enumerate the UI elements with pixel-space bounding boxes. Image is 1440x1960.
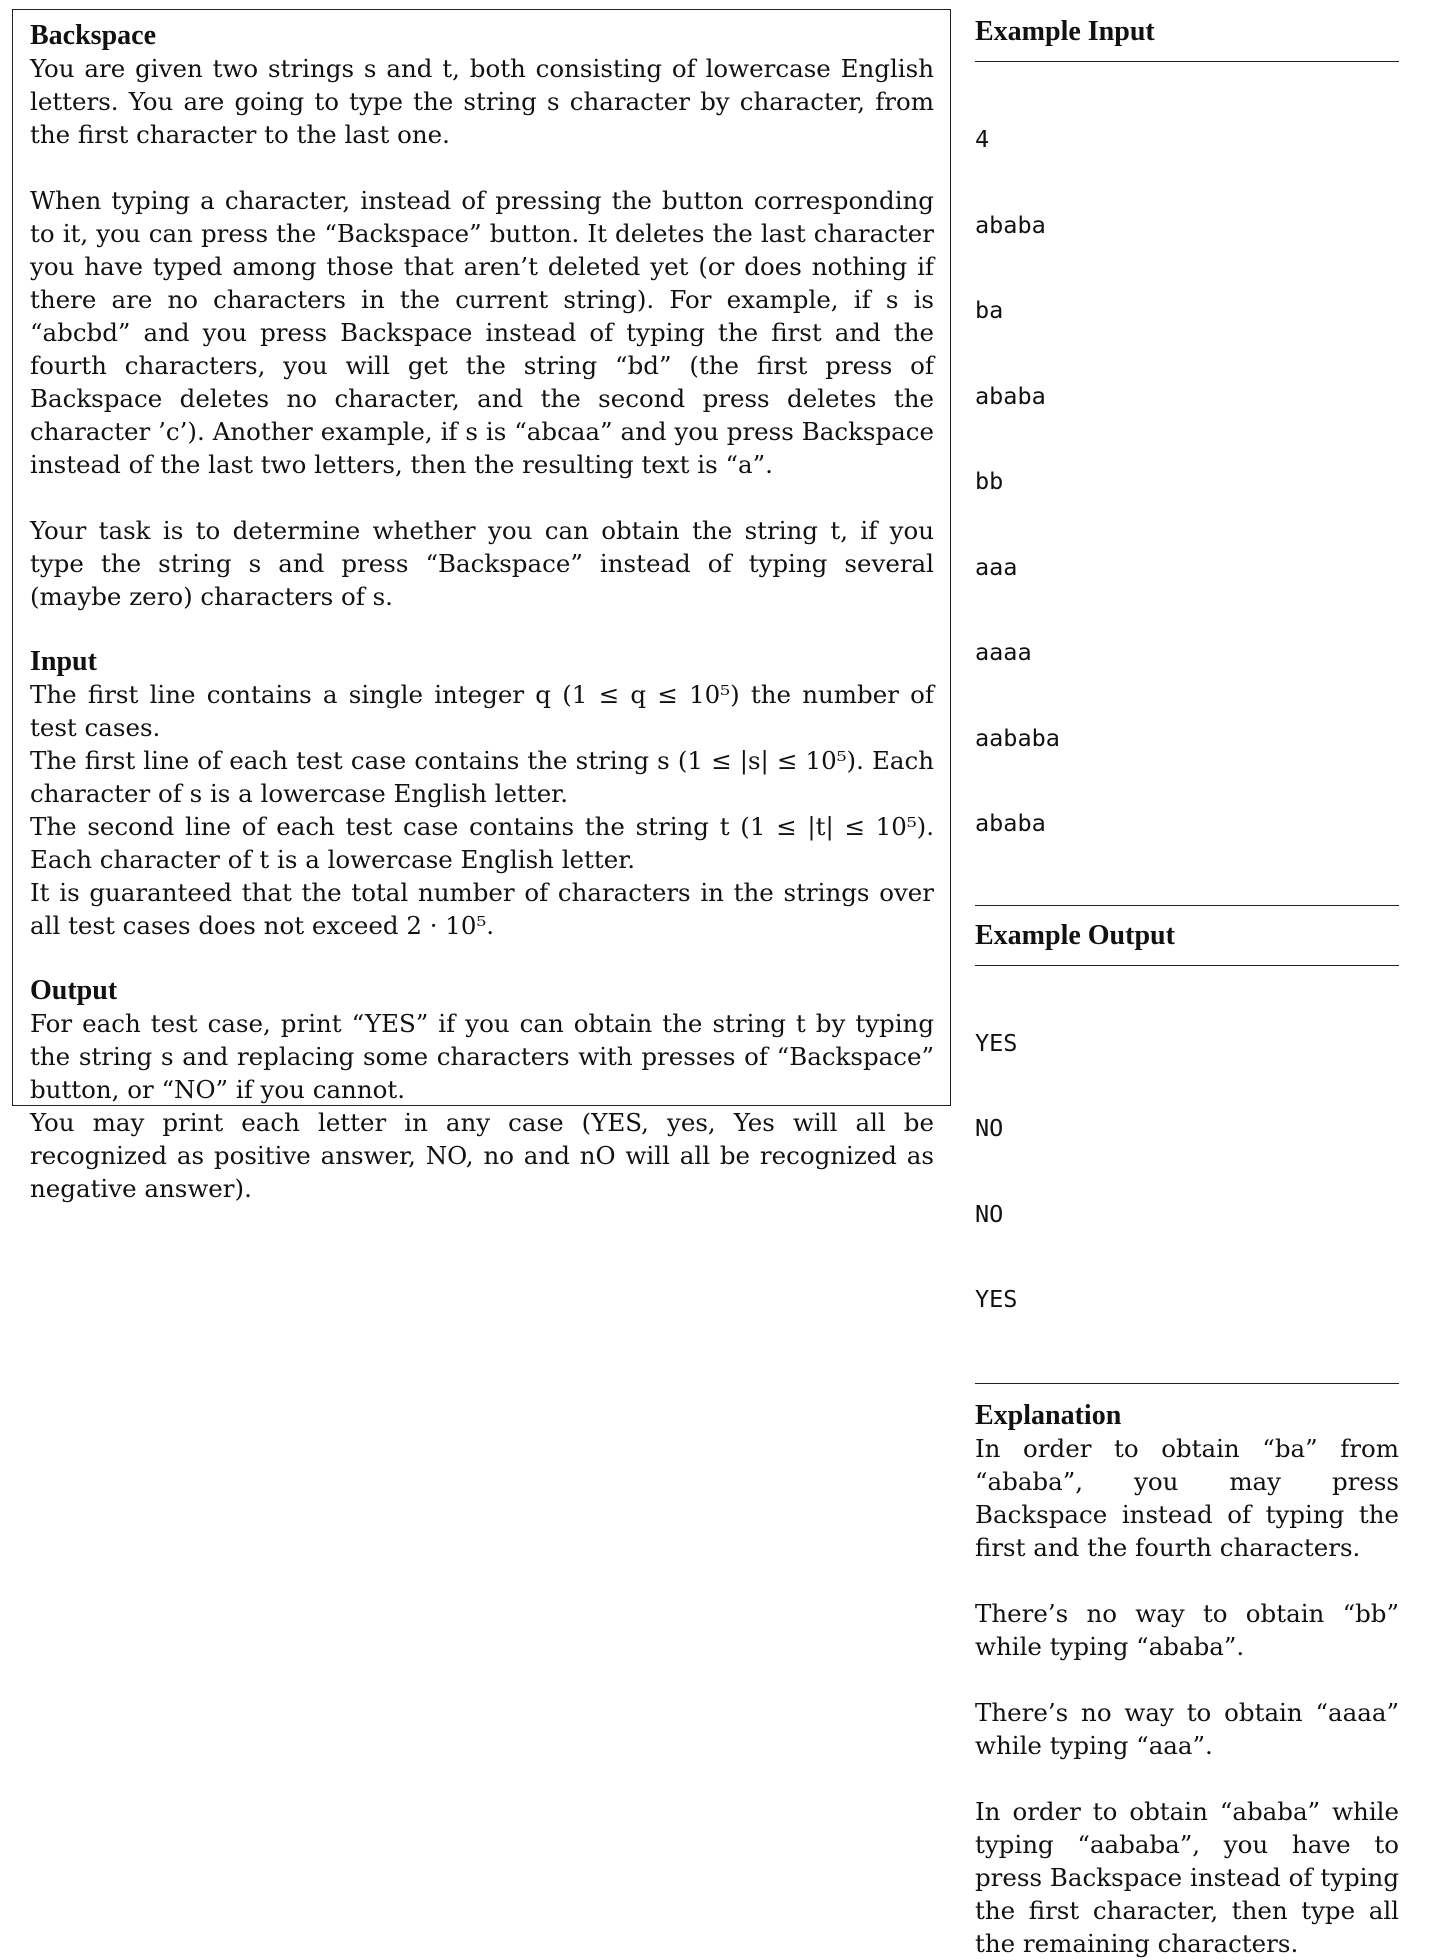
example-input-line: aaa bbox=[975, 552, 1018, 581]
example-input-line: ba bbox=[975, 296, 1004, 324]
explanation-paragraph: There’s no way to obtain “aaaa” while typing “aaa”. bbox=[975, 1697, 1399, 1760]
example-output-line: YES bbox=[975, 1028, 1018, 1057]
example-input-line: ababa bbox=[975, 809, 1046, 837]
divider bbox=[975, 905, 1399, 906]
explanation-paragraph: In order to obtain “ababa” while typing “aababa”, you have to press Backspace instead of typing the first character, then type all the remaining characters. bbox=[975, 1796, 1399, 1958]
examples-sidebar bbox=[975, 9, 1399, 1958]
divider bbox=[975, 1383, 1399, 1384]
problem-statement bbox=[12, 9, 951, 1203]
output-line: For each test case, print “YES” if you can obtain the string t by typing the string s and replacing some characters with presses of “Backspace” button, or “NO” if you cannot. bbox=[30, 1009, 934, 1104]
output-line: You may print each letter in any case (YES, yes, Yes will all be recognized as positive answer, NO, no and nO will all be recognized as negative answer). bbox=[30, 1108, 934, 1203]
example-input-line: 4 bbox=[975, 125, 990, 153]
statement-paragraph: You are given two strings s and t, both consisting of lowercase English letters. You are going to type the string s character by character, from the first character to the last one. bbox=[30, 54, 934, 149]
statement-paragraph: When typing a character, instead of pressing the button corresponding to it, you can press the “Backspace” button. It deletes the last character you have typed among those that aren’t deleted yet (or does nothing if there are no characters in the current string). For example, if s is “abcbd” and you press Backspace instead of typing the first and the fourth characters, you will get the string “bd” (the first press of Backspace deletes no character, and the second press deletes the character ’c’). Another example, if s is “abcaa” and you press Backspace instead of the last two letters, then the resulting text is “a”. bbox=[30, 186, 934, 479]
example-input-heading: Example Input bbox=[975, 16, 1155, 47]
example-input-line: bb bbox=[975, 467, 1004, 495]
input-line: It is guaranteed that the total number of characters in the strings over all test cases does not exceed 2 · 10⁵. bbox=[30, 878, 934, 940]
example-output-line: NO bbox=[975, 1114, 1004, 1142]
example-output-heading: Example Output bbox=[975, 919, 1175, 951]
example-input-line: aaaa bbox=[975, 638, 1032, 666]
example-input-line: ababa bbox=[975, 210, 1046, 239]
output-heading: Output bbox=[30, 975, 118, 1006]
input-line: The second line of each test case contains the string t (1 ≤ |t| ≤ 10⁵). Each character of t is a lowercase English letter. bbox=[30, 812, 934, 874]
divider bbox=[975, 965, 1399, 966]
statement-paragraph: Your task is to determine whether you can obtain the string t, if you type the string s and press “Backspace” instead of typing several (maybe zero) characters of s. bbox=[30, 516, 934, 611]
example-input-line: aababa bbox=[975, 723, 1060, 752]
example-input-line: ababa bbox=[975, 381, 1046, 410]
input-line: The first line contains a single integer q (1 ≤ q ≤ 10⁵) the number of test cases. bbox=[30, 680, 934, 742]
example-output-line: NO bbox=[975, 1199, 1004, 1228]
explanation-heading: Explanation bbox=[975, 1399, 1122, 1431]
example-output-block bbox=[975, 972, 1399, 1371]
input-heading: Input bbox=[30, 646, 97, 677]
problem-title: Backspace bbox=[30, 20, 156, 51]
explanation-paragraph: There’s no way to obtain “bb” while typing “ababa”. bbox=[975, 1598, 1399, 1661]
divider bbox=[975, 61, 1399, 62]
input-line: The first line of each test case contains the string s (1 ≤ |s| ≤ 10⁵). Each character of s is a lowercase English letter. bbox=[30, 746, 934, 808]
explanation-paragraph: In order to obtain “ba” from “ababa”, you may press Backspace instead of typing the first and the fourth characters. bbox=[975, 1433, 1399, 1562]
example-output-line: YES bbox=[975, 1285, 1018, 1313]
example-input-block bbox=[975, 68, 1399, 895]
